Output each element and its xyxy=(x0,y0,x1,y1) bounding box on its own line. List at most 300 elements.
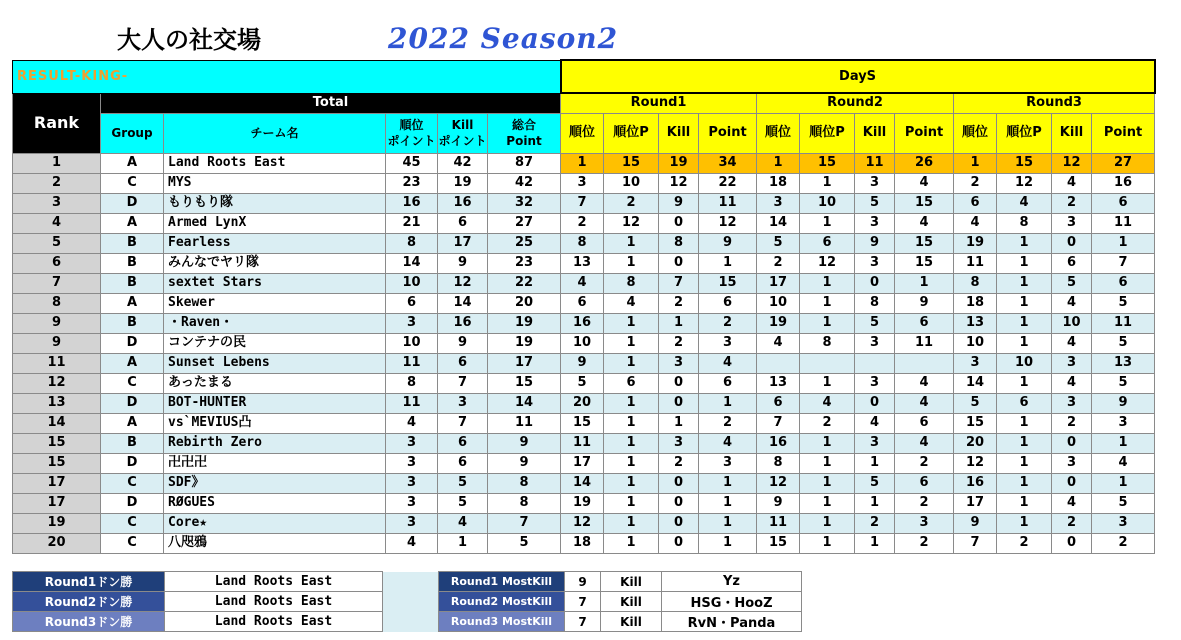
round-cell: 4 xyxy=(855,413,895,433)
group-cell: B xyxy=(101,233,164,253)
total-cell: 11 xyxy=(488,413,561,433)
table-row xyxy=(13,373,1155,393)
round-cell: 13 xyxy=(757,373,800,393)
round-cell: 1 xyxy=(604,253,659,273)
spacer xyxy=(383,592,439,612)
round-cell: 2 xyxy=(855,513,895,533)
round-cell: 12 xyxy=(1052,153,1092,173)
round-cell: 13 xyxy=(1092,353,1155,373)
most-kill-player: RvN・Panda xyxy=(662,612,802,632)
table-row xyxy=(13,353,1155,373)
round-cell: 3 xyxy=(895,513,954,533)
total-cell: 19 xyxy=(438,173,488,193)
round-cell: 11 xyxy=(954,253,997,273)
round-cell: 3 xyxy=(855,373,895,393)
round-cell: 1 xyxy=(997,493,1052,513)
round-cell: 1 xyxy=(997,413,1052,433)
group-cell: D xyxy=(101,333,164,353)
round-cell: 4 xyxy=(1092,453,1155,473)
total-cell: 9 xyxy=(438,253,488,273)
round-cell: 1 xyxy=(800,373,855,393)
round-cell: 1 xyxy=(997,513,1052,533)
team-cell: Armed LynX xyxy=(164,213,386,233)
total-cell: 27 xyxy=(488,213,561,233)
team-cell: みんなでヤリ隊 xyxy=(164,253,386,273)
round-cell: 9 xyxy=(895,293,954,313)
total-cell: 8 xyxy=(488,473,561,493)
table-row xyxy=(13,233,1155,253)
total-cell: 5 xyxy=(488,533,561,553)
round-cell: 6 xyxy=(1092,193,1155,213)
total-cell: 25 xyxy=(488,233,561,253)
round-cell: 16 xyxy=(757,433,800,453)
round-cell: 6 xyxy=(699,373,757,393)
total-cell: 14 xyxy=(488,393,561,413)
round-cell: 11 xyxy=(895,333,954,353)
group-cell: D xyxy=(101,193,164,213)
round-cell: 10 xyxy=(561,333,604,353)
round-cell: 14 xyxy=(561,473,604,493)
total-cell: 3 xyxy=(386,513,438,533)
round-cell: 0 xyxy=(659,473,699,493)
round-cell: 9 xyxy=(757,493,800,513)
round-cell: 9 xyxy=(561,353,604,373)
round-cell: 1 xyxy=(699,513,757,533)
most-kill-unit: Kill xyxy=(601,572,662,592)
round-cell: 7 xyxy=(757,413,800,433)
round-cell: 1 xyxy=(604,473,659,493)
round-winner-label: Round1ドン勝 xyxy=(13,572,165,592)
total-cell: 10 xyxy=(386,273,438,293)
round-cell: 19 xyxy=(954,233,997,253)
round-cell: 14 xyxy=(757,213,800,233)
round-cell: 17 xyxy=(954,493,997,513)
team-header: チーム名 xyxy=(164,113,386,153)
team-cell: Rebirth Zero xyxy=(164,433,386,453)
round-cell: 12 xyxy=(561,513,604,533)
round-cell: 22 xyxy=(699,173,757,193)
round-cell: 6 xyxy=(699,293,757,313)
team-cell: MYS xyxy=(164,173,386,193)
round-cell: 0 xyxy=(659,373,699,393)
round-cell: 11 xyxy=(699,193,757,213)
most-kill-count: 9 xyxy=(565,572,601,592)
banner: RESULT-KING- xyxy=(13,60,561,93)
rank-cell: 19 xyxy=(13,513,101,533)
round-cell: 7 xyxy=(954,533,997,553)
round-cell: 4 xyxy=(895,373,954,393)
round-cell: 1 xyxy=(699,253,757,273)
table-row xyxy=(13,473,1155,493)
round-cell: 4 xyxy=(895,173,954,193)
round-cell: 1 xyxy=(604,513,659,533)
spacer xyxy=(383,572,439,592)
round-cell: 1 xyxy=(997,253,1052,273)
round-cell: 4 xyxy=(604,293,659,313)
total-cell: 23 xyxy=(386,173,438,193)
total-cell: 7 xyxy=(488,513,561,533)
round-cell: 1 xyxy=(855,453,895,473)
round-cell: 0 xyxy=(1052,433,1092,453)
round-cell: 15 xyxy=(800,153,855,173)
days-header: DayS xyxy=(561,60,1155,93)
round-cell: 6 xyxy=(1092,273,1155,293)
round-cell xyxy=(855,353,895,373)
round-cell: 12 xyxy=(659,173,699,193)
round-cell: 1 xyxy=(800,173,855,193)
round-cell: 4 xyxy=(1052,493,1092,513)
group-cell: A xyxy=(101,353,164,373)
round-cell: 15 xyxy=(757,533,800,553)
round-cell xyxy=(895,353,954,373)
round-cell: 3 xyxy=(1052,213,1092,233)
round-cell: 4 xyxy=(699,353,757,373)
total-cell: 8 xyxy=(386,233,438,253)
round-cell: 2 xyxy=(699,313,757,333)
round-cell: 2 xyxy=(1092,533,1155,553)
rank-cell: 4 xyxy=(13,213,101,233)
round-cell: 1 xyxy=(699,493,757,513)
round-cell: 2 xyxy=(1052,193,1092,213)
total-cell: 87 xyxy=(488,153,561,173)
rank-cell: 13 xyxy=(13,393,101,413)
round-cell: 27 xyxy=(1092,153,1155,173)
round-cell: 1 xyxy=(800,513,855,533)
round-cell: 0 xyxy=(659,253,699,273)
total-cell: 19 xyxy=(488,333,561,353)
table-row xyxy=(13,513,1155,533)
round-cell: 2 xyxy=(895,453,954,473)
table-row xyxy=(13,533,1155,553)
rank-cell: 14 xyxy=(13,413,101,433)
round-cell: 11 xyxy=(855,153,895,173)
round-cell: 15 xyxy=(954,413,997,433)
round-cell: 8 xyxy=(855,293,895,313)
group-header: Group xyxy=(101,113,164,153)
table-row xyxy=(13,193,1155,213)
round-cell: 16 xyxy=(954,473,997,493)
round-cell: 2 xyxy=(895,493,954,513)
total-header: Total xyxy=(101,93,561,113)
round-cell: 1 xyxy=(997,313,1052,333)
table-row xyxy=(13,393,1155,413)
round-col-header: Point xyxy=(1092,113,1155,153)
team-cell: vs`MEVIUS凸 xyxy=(164,413,386,433)
group-cell: D xyxy=(101,493,164,513)
table-row xyxy=(13,493,1155,513)
round-cell: 5 xyxy=(1092,493,1155,513)
group-cell: C xyxy=(101,473,164,493)
page-title: 大人の社交場 xyxy=(117,26,261,54)
round-cell: 6 xyxy=(997,393,1052,413)
group-cell: C xyxy=(101,513,164,533)
round-cell: 1 xyxy=(997,453,1052,473)
rank-cell: 15 xyxy=(13,453,101,473)
round-cell: 5 xyxy=(1092,333,1155,353)
round-cell: 6 xyxy=(757,393,800,413)
round-cell: 1 xyxy=(1092,473,1155,493)
round2-header: Round2 xyxy=(757,93,954,113)
round-cell: 4 xyxy=(1052,173,1092,193)
rank-cell: 12 xyxy=(13,373,101,393)
round-cell: 7 xyxy=(561,193,604,213)
round-cell: 2 xyxy=(800,413,855,433)
table-row xyxy=(13,433,1155,453)
round-cell: 3 xyxy=(659,433,699,453)
group-cell: A xyxy=(101,153,164,173)
round-cell: 3 xyxy=(1052,393,1092,413)
rank-cell: 20 xyxy=(13,533,101,553)
round-cell: 1 xyxy=(997,333,1052,353)
round-cell: 2 xyxy=(604,193,659,213)
round-cell: 9 xyxy=(699,233,757,253)
total-cell: 45 xyxy=(386,153,438,173)
round-cell: 1 xyxy=(855,493,895,513)
total-cell: 3 xyxy=(438,393,488,413)
team-cell: 八咫鴉 xyxy=(164,533,386,553)
total-cell: 16 xyxy=(386,193,438,213)
team-cell: Sunset Lebens xyxy=(164,353,386,373)
group-cell: D xyxy=(101,453,164,473)
round-cell: 10 xyxy=(604,173,659,193)
round-cell: 18 xyxy=(561,533,604,553)
team-cell: SDF》 xyxy=(164,473,386,493)
round-cell: 0 xyxy=(855,273,895,293)
round-cell: 1 xyxy=(659,413,699,433)
round-cell: 4 xyxy=(699,433,757,453)
round-cell: 15 xyxy=(895,233,954,253)
most-kill-unit: Kill xyxy=(601,592,662,612)
total-cell: 6 xyxy=(438,213,488,233)
total-cell: 14 xyxy=(386,253,438,273)
rank-cell: 11 xyxy=(13,353,101,373)
round-cell: 18 xyxy=(954,293,997,313)
award-row xyxy=(13,572,802,592)
round-cell: 6 xyxy=(895,413,954,433)
total-cell: 4 xyxy=(386,413,438,433)
round-cell: 8 xyxy=(659,233,699,253)
total-cell: 19 xyxy=(488,313,561,333)
round-col-header: 順位P xyxy=(800,113,855,153)
total-cell: 1 xyxy=(438,533,488,553)
round-winner-team: Land Roots East xyxy=(165,612,383,632)
team-cell: もりもり隊 xyxy=(164,193,386,213)
round-cell: 9 xyxy=(954,513,997,533)
round-winner-label: Round3ドン勝 xyxy=(13,612,165,632)
round-cell xyxy=(757,353,800,373)
rank-cell: 17 xyxy=(13,473,101,493)
total-cell: 7 xyxy=(438,413,488,433)
round-col-header: 順位P xyxy=(604,113,659,153)
round-cell: 6 xyxy=(954,193,997,213)
round-cell: 4 xyxy=(757,333,800,353)
round-cell: 1 xyxy=(997,233,1052,253)
round-cell: 1 xyxy=(997,273,1052,293)
round-cell: 1 xyxy=(604,493,659,513)
team-cell: コンテナの民 xyxy=(164,333,386,353)
round-cell: 0 xyxy=(659,533,699,553)
round-cell: 17 xyxy=(561,453,604,473)
round-cell: 0 xyxy=(1052,473,1092,493)
round-cell: 10 xyxy=(757,293,800,313)
rank-cell: 9 xyxy=(13,333,101,353)
round-cell: 8 xyxy=(561,233,604,253)
round-cell: 20 xyxy=(954,433,997,453)
round-cell: 1 xyxy=(604,393,659,413)
round-cell: 20 xyxy=(561,393,604,413)
total-cell: 6 xyxy=(438,433,488,453)
rank-cell: 7 xyxy=(13,273,101,293)
round-cell: 15 xyxy=(895,253,954,273)
total-cell: 23 xyxy=(488,253,561,273)
round-cell: 0 xyxy=(855,393,895,413)
round-cell: 3 xyxy=(1092,513,1155,533)
round-cell: 1 xyxy=(699,393,757,413)
round-cell: 1 xyxy=(800,313,855,333)
total-cell: 8 xyxy=(386,373,438,393)
round-cell: 3 xyxy=(1092,413,1155,433)
round-cell: 2 xyxy=(659,293,699,313)
total-cell: 5 xyxy=(438,473,488,493)
round-cell: 4 xyxy=(800,393,855,413)
total-cell: 9 xyxy=(488,453,561,473)
round-cell: 1 xyxy=(800,533,855,553)
table-row xyxy=(13,313,1155,333)
round-cell: 15 xyxy=(997,153,1052,173)
round-cell: 19 xyxy=(757,313,800,333)
round-cell: 1 xyxy=(699,533,757,553)
round-cell: 1 xyxy=(800,493,855,513)
round-cell: 11 xyxy=(1092,213,1155,233)
round-cell: 1 xyxy=(954,153,997,173)
total-cell: 11 xyxy=(386,393,438,413)
round-cell: 11 xyxy=(757,513,800,533)
total-cell: 8 xyxy=(488,493,561,513)
table-row xyxy=(13,173,1155,193)
total-cell: 5 xyxy=(438,493,488,513)
round-cell: 1 xyxy=(997,293,1052,313)
round-cell: 8 xyxy=(800,333,855,353)
round-cell xyxy=(800,353,855,373)
round-cell: 1 xyxy=(800,273,855,293)
total-cell: 20 xyxy=(488,293,561,313)
total-cell: 7 xyxy=(438,373,488,393)
round-cell: 10 xyxy=(800,193,855,213)
group-cell: D xyxy=(101,393,164,413)
round-cell: 3 xyxy=(855,253,895,273)
group-cell: B xyxy=(101,253,164,273)
total-cell: 3 xyxy=(386,473,438,493)
round-winner-label: Round2ドン勝 xyxy=(13,592,165,612)
rank-cell: 15 xyxy=(13,433,101,453)
total-cell: 42 xyxy=(488,173,561,193)
rank-cell: 8 xyxy=(13,293,101,313)
round-cell: 1 xyxy=(1092,233,1155,253)
round-cell: 3 xyxy=(954,353,997,373)
total-cell: 22 xyxy=(488,273,561,293)
total-col-header: 順位 ポイント xyxy=(386,113,438,153)
group-cell: A xyxy=(101,293,164,313)
round-cell: 1 xyxy=(997,473,1052,493)
most-kill-player: Yz xyxy=(662,572,802,592)
round-cell: 16 xyxy=(561,313,604,333)
round-cell: 1 xyxy=(604,353,659,373)
round-cell: 12 xyxy=(699,213,757,233)
round-cell: 18 xyxy=(757,173,800,193)
total-cell: 6 xyxy=(438,353,488,373)
table-row xyxy=(13,213,1155,233)
total-cell: 17 xyxy=(438,233,488,253)
round-cell: 1 xyxy=(604,333,659,353)
most-kill-player: HSG・HooZ xyxy=(662,592,802,612)
total-cell: 32 xyxy=(488,193,561,213)
rank-cell: 3 xyxy=(13,193,101,213)
team-cell: RØGUES xyxy=(164,493,386,513)
most-kill-label: Round1 MostKill xyxy=(439,572,565,592)
round-cell: 1 xyxy=(997,373,1052,393)
round-cell: 15 xyxy=(561,413,604,433)
round-cell: 5 xyxy=(1092,293,1155,313)
rank-cell: 17 xyxy=(13,493,101,513)
team-cell: Land Roots East xyxy=(164,153,386,173)
total-cell: 12 xyxy=(438,273,488,293)
round-col-header: Kill xyxy=(659,113,699,153)
round-col-header: 順位 xyxy=(757,113,800,153)
table-row xyxy=(13,333,1155,353)
round-cell: 5 xyxy=(954,393,997,413)
round-cell: 8 xyxy=(997,213,1052,233)
round-cell: 4 xyxy=(895,433,954,453)
round-cell: 26 xyxy=(895,153,954,173)
total-cell: 15 xyxy=(488,373,561,393)
round-cell: 3 xyxy=(855,433,895,453)
round-cell: 3 xyxy=(855,173,895,193)
round-cell: 1 xyxy=(604,433,659,453)
group-cell: A xyxy=(101,413,164,433)
rank-cell: 5 xyxy=(13,233,101,253)
team-cell: Fearless xyxy=(164,233,386,253)
round-cell: 0 xyxy=(1052,533,1092,553)
round-cell: 12 xyxy=(997,173,1052,193)
round-cell: 16 xyxy=(1092,173,1155,193)
round-cell: 4 xyxy=(895,213,954,233)
round-cell: 2 xyxy=(895,533,954,553)
group-cell: C xyxy=(101,173,164,193)
table-row xyxy=(13,153,1155,173)
round-col-header: Point xyxy=(699,113,757,153)
total-cell: 4 xyxy=(386,533,438,553)
total-cell: 16 xyxy=(438,313,488,333)
most-kill-label: Round3 MostKill xyxy=(439,612,565,632)
team-cell: Skewer xyxy=(164,293,386,313)
award-row xyxy=(13,612,802,632)
rank-cell: 1 xyxy=(13,153,101,173)
total-cell: 11 xyxy=(386,353,438,373)
round-winner-team: Land Roots East xyxy=(165,572,383,592)
round-cell: 3 xyxy=(855,213,895,233)
most-kill-count: 7 xyxy=(565,592,601,612)
season-title: 2022 Season2 xyxy=(388,22,619,55)
round-cell: 2 xyxy=(1052,513,1092,533)
round-cell: 13 xyxy=(561,253,604,273)
round-col-header: 順位 xyxy=(561,113,604,153)
round-cell: 15 xyxy=(699,273,757,293)
round-cell: 12 xyxy=(757,473,800,493)
round-cell: 0 xyxy=(659,493,699,513)
round-cell: 1 xyxy=(800,433,855,453)
round-cell: 2 xyxy=(1052,413,1092,433)
total-cell: 3 xyxy=(386,453,438,473)
